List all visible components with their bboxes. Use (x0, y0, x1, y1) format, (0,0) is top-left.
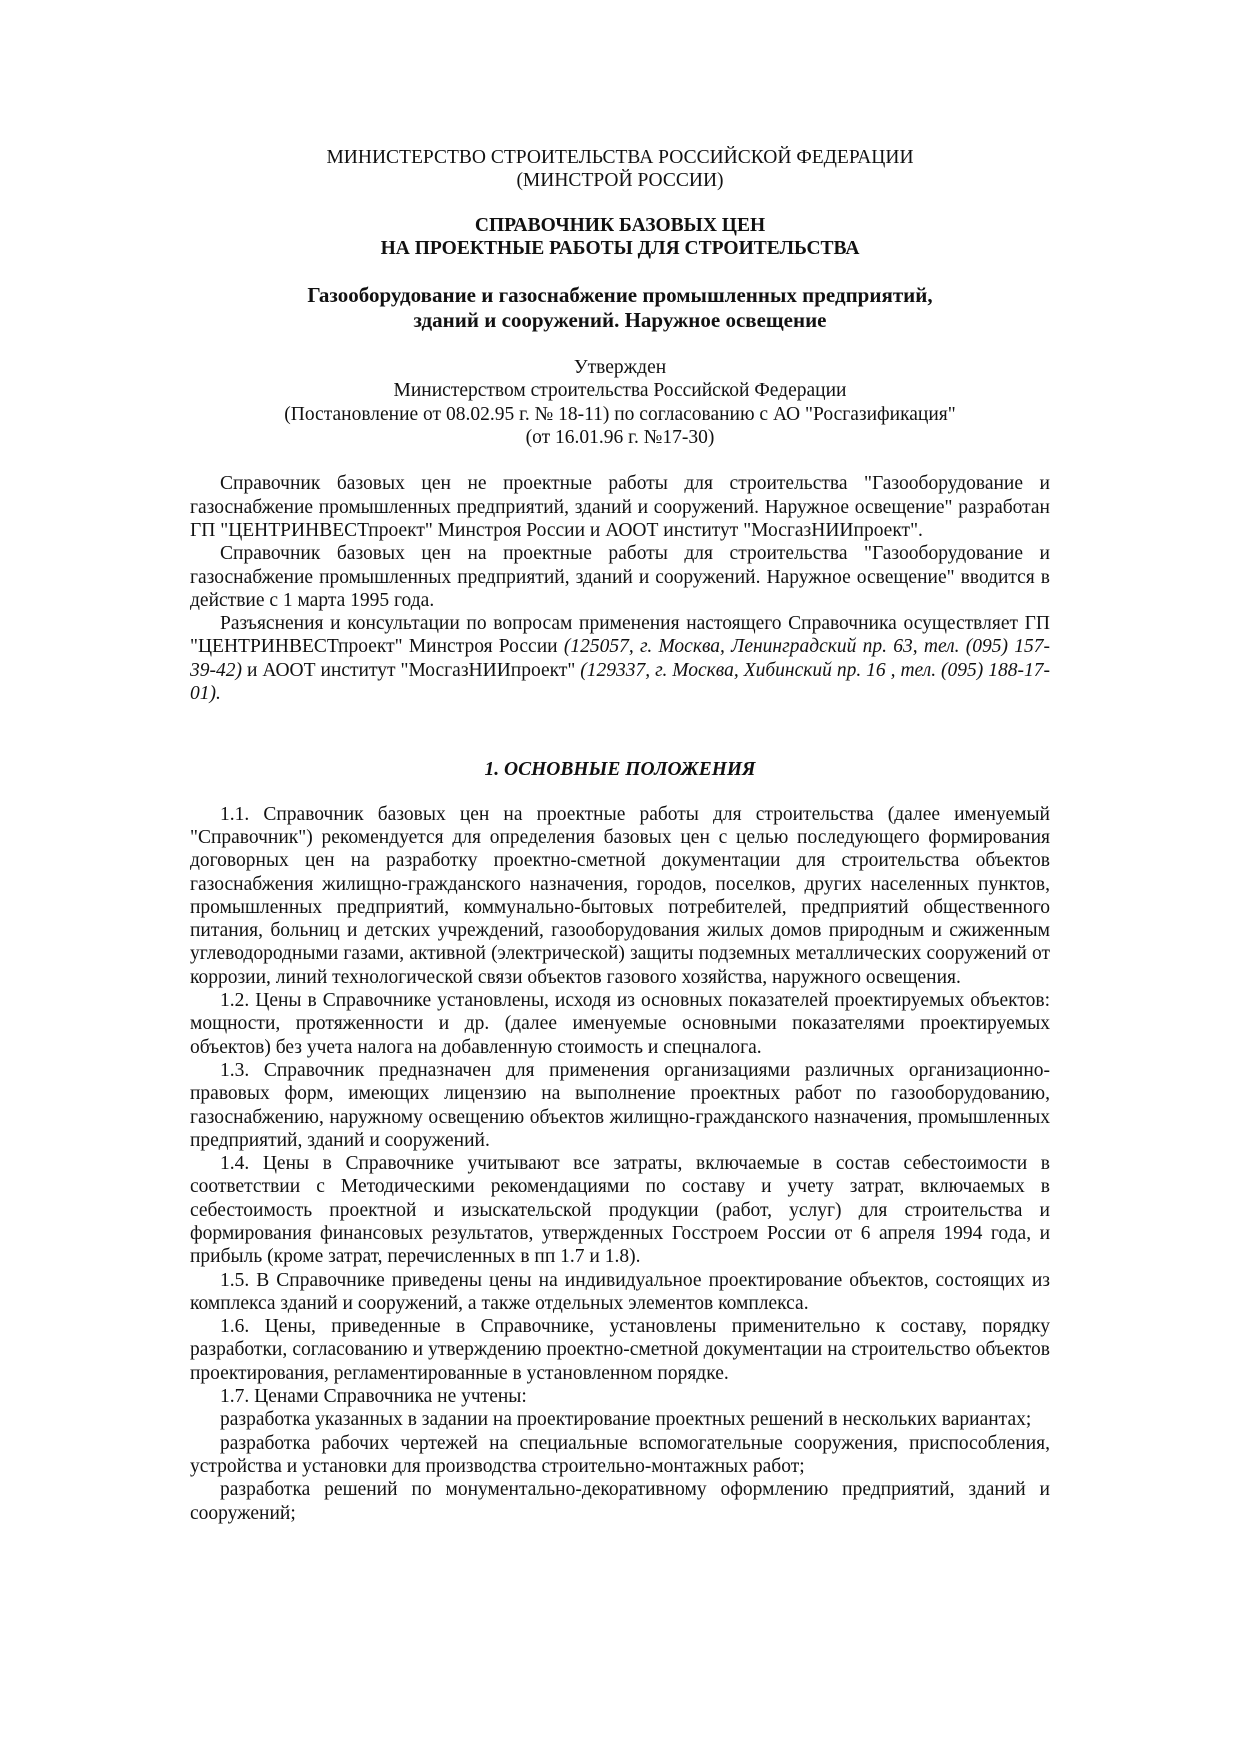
intro-p3-address-1: (125057, г. Москва, Ленинградский пр. 63, тел. (095) 157-39-42) (190, 636, 1050, 681)
document-title (190, 214, 1050, 261)
intro-section (190, 472, 1050, 705)
intro-p3-text-a: Разъяснения и консультации по вопросам применения настоящего Справочника осуществляет ГП "ЦЕНТРИНВЕСТпроект" Минстроя России (190, 613, 1050, 658)
clause-1-7-item-c: разработка решений по монументально-декоративному оформлению предприятий, зданий и сооружений; (190, 1479, 1050, 1524)
clause-1-4: 1.4. Цены в Справочнике учитывают все затраты, включаемые в состав себестоимости в соответствии с Методическими рекомендациями по составу и учету затрат, включаемых в себестоимость проектной и изыскательской продукции (работ, услуг) для строительства и формирования финансовых результатов, утвержденных Госстроем России от 6 апреля 1994 года, и прибыль (кроме затрат, перечисленных в пп 1.7 и 1.8). (190, 1153, 1050, 1268)
document-subject (190, 283, 1050, 333)
approval-line2: Министерством строительства Российской Федерации (393, 380, 847, 402)
section-1-body (190, 803, 1050, 1525)
intro-p3-text-c: и АООТ институт "МосгазНИИпроект" (242, 659, 581, 681)
document-subject-line2: зданий и сооружений. Наружное освещение (413, 308, 827, 333)
approval-line3: (Постановление от 08.02.95 г. № 18-11) по согласованию с АО "Росгазификация" (284, 403, 956, 425)
clause-1-5: 1.5. В Справочнике приведены цены на индивидуальное проектирование объектов, состоящих из комплекса зданий и сооружений, а также отдельных элементов комплекса. (190, 1269, 1050, 1314)
ministry-name: МИНИСТЕРСТВО СТРОИТЕЛЬСТВА РОССИЙСКОЙ ФЕДЕРАЦИИ (326, 147, 914, 168)
intro-paragraph-2: Справочник базовых цен на проектные работы для строительства "Газооборудование и газоснабжение промышленных предприятий, зданий и сооружений. Наружное освещение" вводится в действие с 1 марта 1995 года. (190, 543, 1050, 611)
approval-block (190, 356, 1050, 449)
intro-paragraph-1: Справочник базовых цен не проектные работы для строительства "Газооборудование и газоснабжение промышленных предприятий, зданий и сооружений. Наружное освещение" разработан ГП "ЦЕНТРИНВЕСТпроект" Минстроя России и АООТ институт "МосгазНИИпроект". (190, 473, 1050, 541)
ministry-header (190, 146, 1050, 193)
ministry-abbr: (МИНСТРОЙ РОССИИ) (516, 170, 724, 192)
intro-paragraph-3 (190, 612, 1050, 705)
clause-1-7-item-b: разработка рабочих чертежей на специальные вспомогательные сооружения, приспособления, устройства и установки для производства строительно-монтажных работ; (190, 1432, 1050, 1477)
document-title-line1: СПРАВОЧНИК БАЗОВЫХ ЦЕН (474, 214, 766, 236)
clause-1-3: 1.3. Справочник предназначен для применения организациями различных организационно-правовых форм, имеющих лицензию на выполнение проектных работ по газооборудованию, газоснабжению, наружному освещению объектов жилищно-гражданского назначения, промышленных предприятий, зданий и сооружений. (190, 1059, 1050, 1151)
clause-1-2: 1.2. Цены в Справочнике установлены, исходя из основных показателей проектируемых объектов: мощности, протяженности и др. (далее именуемые основными показателями проектируемых объектов) без учета налога на добавленную стоимость и спецналога. (190, 990, 1050, 1058)
approval-line4: (от 16.01.96 г. №17-30) (525, 427, 715, 449)
approval-line1: Утвержден (573, 357, 667, 379)
document-title-line2: НА ПРОЕКТНЫЕ РАБОТЫ ДЛЯ СТРОИТЕЛЬСТВА (380, 237, 860, 259)
document-subject-line1: Газооборудование и газоснабжение промышленных предприятий, (307, 283, 933, 308)
clause-1-1: 1.1. Справочник базовых цен на проектные работы для строительства (далее именуемый "Справочник") рекомендуется для определения базовых цен с целью последующего формирования договорных цен на разработку проектно-сметной документации для строительства объектов газоснабжения жилищно-гражданского назначения, городов, поселков, других населенных пунктов, промышленных предприятий, коммунально-бытовых потребителей, предприятий общественного питания, больниц и детских учреждений, газооборудования жилых домов природным и сжиженным углеводородными газами, активной (электрической) защиты подземных металлических сооружений от коррозии, линий технологической связи объектов газового хозяйства, наружного освещения. (190, 803, 1050, 988)
clause-1-7-item-a: разработка указанных в задании на проектирование проектных решений в нескольких вариантах; (220, 1409, 1032, 1431)
clause-1-6: 1.6. Цены, приведенные в Справочнике, установлены применительно к составу, порядку разработки, согласованию и утверждению проектно-сметной документации на строительство объектов проектирования, регламентированные в установленном порядке. (190, 1316, 1050, 1384)
clause-1-7: 1.7. Ценами Справочника не учтены: (220, 1386, 527, 1408)
intro-p3-address-2: (129337, г. Москва, Хибинский пр. 16 , тел. (095) 188-17-01). (190, 659, 1050, 705)
document-page (190, 146, 1050, 1525)
section-heading: 1. ОСНОВНЫЕ ПОЛОЖЕНИЯ (484, 759, 756, 781)
